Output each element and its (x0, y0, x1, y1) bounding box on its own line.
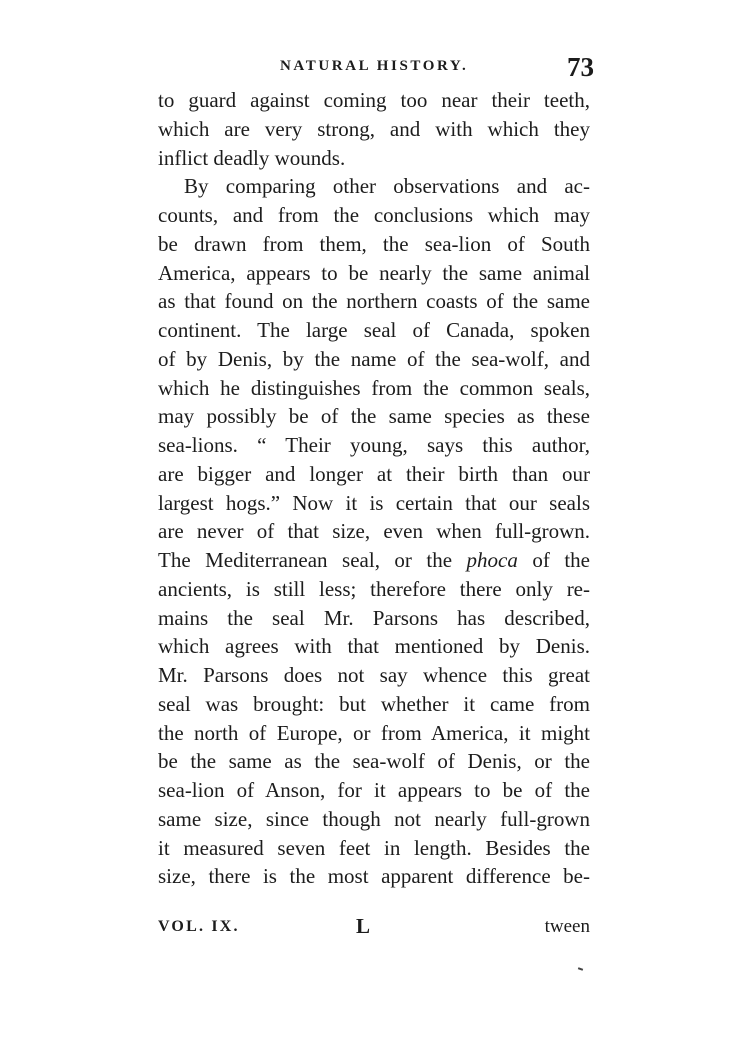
text-line: the north of Europe, or from America, it might (158, 720, 590, 745)
text-line: are bigger and longer at their birth than our (158, 461, 590, 486)
page-footer (158, 914, 590, 944)
text-line: sea-lion of Anson, for it appears to be of the (158, 778, 590, 802)
volume-number: VOL. IX. (158, 918, 240, 935)
running-title: NATURAL HISTORY. (280, 58, 469, 74)
running-head (158, 52, 598, 86)
body-text (158, 86, 590, 891)
italic-word: phoca (466, 548, 518, 572)
text-line: which he distinguishes from the common seals, (158, 375, 590, 400)
text-line: be drawn from them, the sea-lion of South (158, 231, 590, 256)
text-line: seal was brought: but whether it came from (158, 691, 590, 716)
text-segment: The Mediterranean seal, or the (158, 548, 467, 572)
catchword: tween (544, 916, 590, 937)
text-line: largest hogs.” Now it is certain that our seals (158, 490, 590, 515)
text-line: America, appears to be nearly the same animal (158, 260, 590, 285)
signature-mark: L (356, 914, 371, 938)
text-line: continent. The large seal of Canada, spoken (158, 318, 590, 342)
text-line: be the same as the sea-wolf of Denis, or the (158, 749, 590, 774)
text-line-with-italic (158, 546, 590, 575)
text-line: which agrees with that mentioned by Denis. (158, 634, 590, 659)
text-line: ancients, is still less; therefore there only re- (158, 576, 590, 601)
text-line: of by Denis, by the name of the sea-wolf, and (158, 346, 590, 371)
page-number: 73 (567, 52, 594, 82)
text-line: to guard against coming too near their teeth, (158, 88, 590, 112)
text-line: Mr. Parsons does not say whence this great (158, 663, 590, 687)
text-line: as that found on the northern coasts of the same (158, 289, 590, 314)
paragraph-first-line: By comparing other observations and ac- (184, 174, 590, 199)
text-line: sea-lions. “ Their young, says this author, (158, 433, 590, 457)
text-line: are never of that size, even when full-grown. (158, 519, 590, 544)
ink-speck (578, 967, 583, 971)
text-line: same size, since though not nearly full-grown (158, 806, 590, 831)
text-segment: of the (517, 548, 590, 572)
text-line: size, there is the most apparent difference be- (158, 864, 590, 889)
text-line: which are very strong, and with which they (158, 116, 590, 141)
text-line: counts, and from the conclusions which may (158, 203, 590, 227)
text-line: it measured seven feet in length. Besides the (158, 835, 590, 860)
text-line: inflict deadly wounds. (158, 145, 346, 170)
text-line: may possibly be of the same species as these (158, 404, 590, 429)
text-line: mains the seal Mr. Parsons has described, (158, 605, 590, 630)
